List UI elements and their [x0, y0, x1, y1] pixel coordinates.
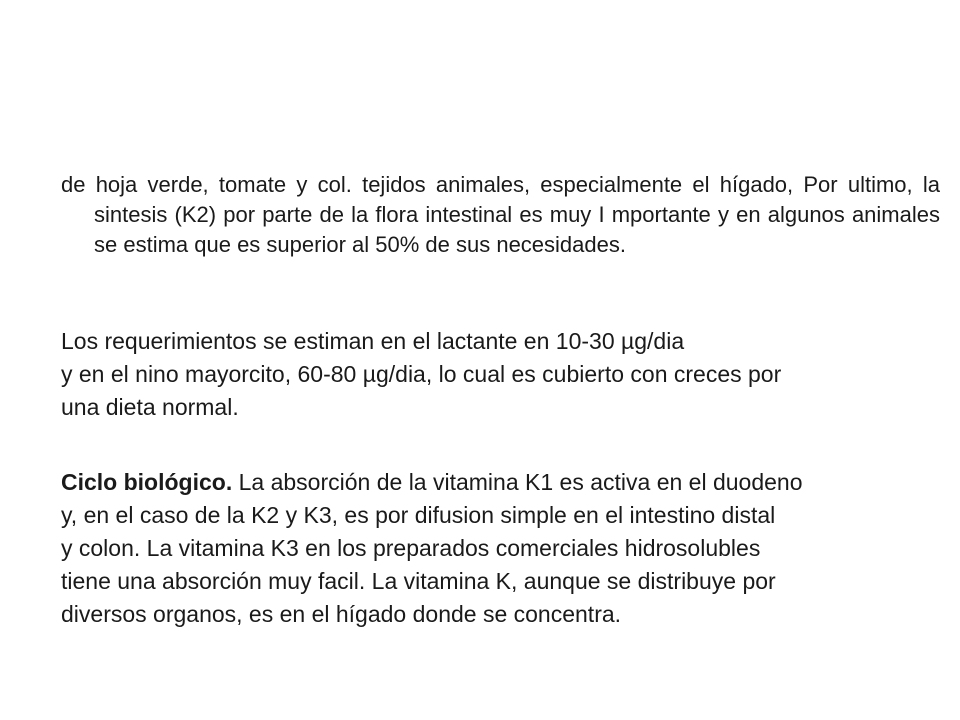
paragraph-biological-cycle — [61, 466, 921, 631]
requirements-line-1: Los requerimientos se estiman en el lactante en 10-30 µg/dia — [61, 328, 685, 354]
paragraph-requirements — [61, 325, 921, 424]
paragraph-vitamin-k-sources: de hoja verde, tomate y col. tejidos animales, especialmente el hígado, Por ultimo, la sintesis (K2) por parte de la flora intestinal es muy I mportante y en algunos animales se estima que es superior al 50% de sus necesidades. — [61, 172, 940, 257]
biological-cycle-line-4: tiene una absorción muy facil. La vitamina K, aunque se distribuye por — [61, 568, 776, 594]
biological-cycle-line-1-text: La absorción de la vitamina K1 es activa en el duodeno — [232, 469, 803, 495]
biological-cycle-line-5: diversos organos, es en el hígado donde se concentra. — [61, 601, 622, 627]
biological-cycle-line-3: y colon. La vitamina K3 en los preparados comerciales hidrosolubles — [61, 535, 761, 561]
requirements-line-2: y en el nino mayorcito, 60-80 µg/dia, lo cual es cubierto con creces por — [61, 361, 782, 387]
biological-cycle-heading: Ciclo biológico. — [61, 469, 233, 495]
biological-cycle-line-2: y, en el caso de la K2 y K3, es por difusion simple en el intestino distal — [61, 502, 776, 528]
requirements-line-3: una dieta normal. — [61, 394, 239, 420]
biological-cycle-line-1 — [61, 466, 921, 499]
